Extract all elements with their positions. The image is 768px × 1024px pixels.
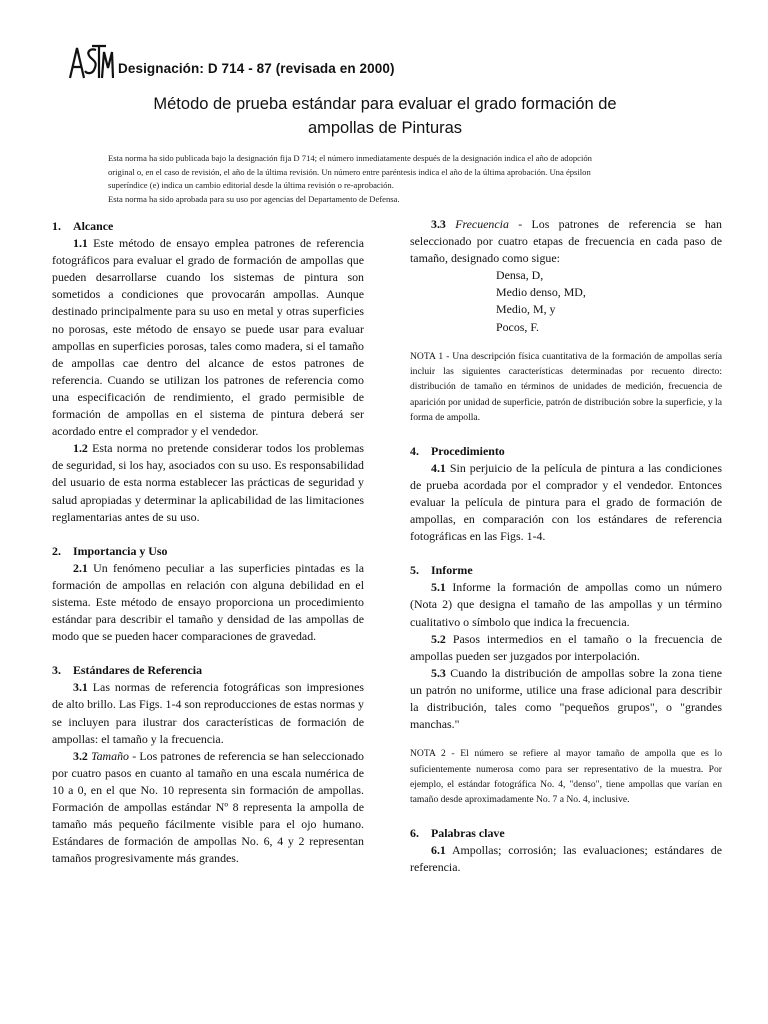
section-number: 4. [410,443,419,458]
note-1: NOTA 1 - Una descripción física cuantitativa de la formación de ampollas sería incluir las siguientes características determinadas por recuento directo: distribución de tamaño en términos de unidades de medición, frecuencia de aparición por unidad de superficie, patrón de distribución sobre la superficie, y la forma de ampolla. [410,350,722,424]
section-title: Estándares de Referencia [73,663,203,678]
section-number: 1. [52,219,61,233]
paragraph-text: Pasos intermedios en el tamaño o la frecuencia de ampollas pueden ser juzgados por interpolación. [410,631,722,663]
note-2: NOTA 2 - El número se refiere al mayor tamaño de ampolla que es lo suficientemente numerosa como para ser representativo de la muestra. Por ejemplo, el estándar fotográfica No. 4, "denso", tiene ampollas que varían en tamaño desde aproximadamente No. 7 a No. 4, inclusive. [410,748,722,806]
paragraph-text: Informe la formación de ampollas como un número (Nota 2) que designa el tamaño de las ampollas y un término cualitativo o símbolo que indica la frecuencia. [410,580,722,629]
list-item: Medio denso, MD, [496,285,586,300]
notice-line-2: original o, en el caso de revisión, el año de la última revisión. Un número entre paréntesis indica el año de la última aprobación. Una épsilon [108,166,591,177]
left-column [52,218,364,867]
publication-notice [108,152,668,206]
section-title: Alcance [73,219,114,233]
paragraph-text: Sin perjuicio de la película de pintura a las condiciones de prueba acordada por el comprador y el vendedor. Entonces evaluar la película de pintura para el grado de formación de ampollas, en comparación con los estándares de referencia fotográficas en las Figs. 1-4. [410,460,722,544]
astm-logo [66,40,114,80]
paragraph-5-3 [410,665,722,733]
paragraph-text: Este método de ensayo emplea patrones de referencia fotográficos para evaluar el grado de formación de ampollas que pueden desarrollarse cuando los sistemas de pintura son sometidos a condiciones que provocarán ampollas. Aunque destinado principalmente para su uso en metal y otras superficies no porosas, este método de ensayo se puede usar para evaluar ampollas en superficies porosas, tales como madera, si el tamaño de ampollas cae dentro del alcance de estos patrones de referencia. Cuando se utilizan los patrones de referencia como una especificación de rendimiento, el grado permisible de formación de ampollas en el sistema de pintura deberá ser acordado entre el comprador y el vendedor. [52,236,364,439]
paragraph-text: Un fenómeno peculiar a las superficies pintadas es la formación de ampollas en relación con alguna debilidad en el sistema. Este método de ensayo proporciona un procedimiento estándar para describir el tamaño y densidad de las ampollas de modo que se pueden hacer comparaciones de gravedad. [52,560,364,644]
paragraph-3-1 [52,679,364,747]
paragraph-5-1 [410,579,722,630]
section-heading-importancia [52,543,364,560]
document-title [100,92,670,140]
list-item: Densa, D, [496,268,544,283]
notice-line-1: Esta norma ha sido publicada bajo la designación fija D 714; el número inmediatamente después de la designación indica el año de adopción [108,153,592,163]
paragraph-text: Cuando la distribución de ampollas sobre la zona tiene un patrón no uniforme, utilice una frase adicional para describir la distribución, tales como "pequeños grupos", o "grandes manchas." [410,665,722,732]
title-line-2: ampollas de Pinturas [307,119,463,137]
paragraph-text: Ampollas; corrosión; las evaluaciones; estándares de referencia. [410,842,722,874]
clause-number: 1.2 [73,441,88,456]
section-heading-procedimiento [410,443,722,460]
clause-number: 5.1 [431,580,446,595]
section-heading-alcance [52,218,364,235]
term-frecuencia: Frecuencia [455,217,509,231]
term-tamano: Tamaño [91,748,129,763]
list-item: Pocos, F. [496,319,539,334]
clause-number: 3.2 [73,748,88,763]
section-title: Importancia y Uso [73,543,168,558]
clause-number: 6.1 [431,842,446,857]
title-line-1: Método de prueba estándar para evaluar el grado formación de [153,95,617,113]
clause-number: 5.3 [431,665,446,680]
notice-line-4: Esta norma ha sido aprobada para su uso por agencias del Departamento de Defensa. [108,193,400,204]
list-item: Medio, M, y [496,302,556,317]
paragraph-6-1 [410,842,722,876]
section-heading-palabras-clave [410,825,722,842]
clause-number: 3.1 [73,680,88,695]
clause-number: 4.1 [431,460,446,475]
designation: Designación: D 714 - 87 (revisada en 2000) [118,61,395,76]
right-column [410,216,722,876]
paragraph-2-1 [52,560,364,645]
section-number: 6. [410,825,419,840]
paragraph-text: - Los patrones de referencia se han seleccionado por cuatro etapas de frecuencia en cada paso de tamaño, designado como sigue: [410,217,722,266]
section-number: 5. [410,563,419,578]
paragraph-3-3 [410,216,722,267]
paragraph-1-2 [52,440,364,525]
frequency-list [410,267,722,335]
section-title: Palabras clave [431,825,505,840]
paragraph-4-1 [410,460,722,545]
section-title: Informe [431,563,473,578]
paragraph-5-2 [410,631,722,665]
clause-number: 2.1 [73,560,88,575]
clause-number: 1.1 [73,236,88,251]
clause-number: 5.2 [431,631,446,646]
section-heading-estandares [52,662,364,679]
notice-line-3: superíndice (e) indica un cambio editorial desde la última revisión o re-aprobación. [108,180,394,191]
section-number: 2. [52,543,61,558]
paragraph-1-1 [52,235,364,440]
paragraph-text: Esta norma no pretende considerar todos los problemas de seguridad, si los hay, asociados con su uso. Es responsabilidad del usuario de esta norma establecer las prácticas de seguridad y salud apropiadas y determinar la aplicabilidad de las limitaciones reglamentarias antes de su uso. [52,441,364,524]
section-title: Procedimiento [431,443,505,458]
clause-number: 3.3 [431,217,446,231]
paragraph-text: Las normas de referencia fotográficas son impresiones de alto brillo. Las Figs. 1-4 son reproducciones de estas normas y se incluyen para ilustrar dos características de formación de ampollas: el tamaño y la frecuencia. [52,680,364,746]
paragraph-text: - Los patrones de referencia se han seleccionado por cuatro pasos en cuanto al tamaño en una escala numérica de 10 a 0, en el que No. 10 representa sin formación de ampollas. Formación de ampollas estándar Nº 8 representa la ampolla de tamaño más pequeño fácilmente visible para el ojo humano. Estándares de formación de ampollas No. 6, 4 y 2 representan tamaños progresivamente más grandes. [52,748,364,866]
section-heading-informe [410,562,722,579]
paragraph-3-2 [52,748,364,868]
section-number: 3. [52,663,61,678]
